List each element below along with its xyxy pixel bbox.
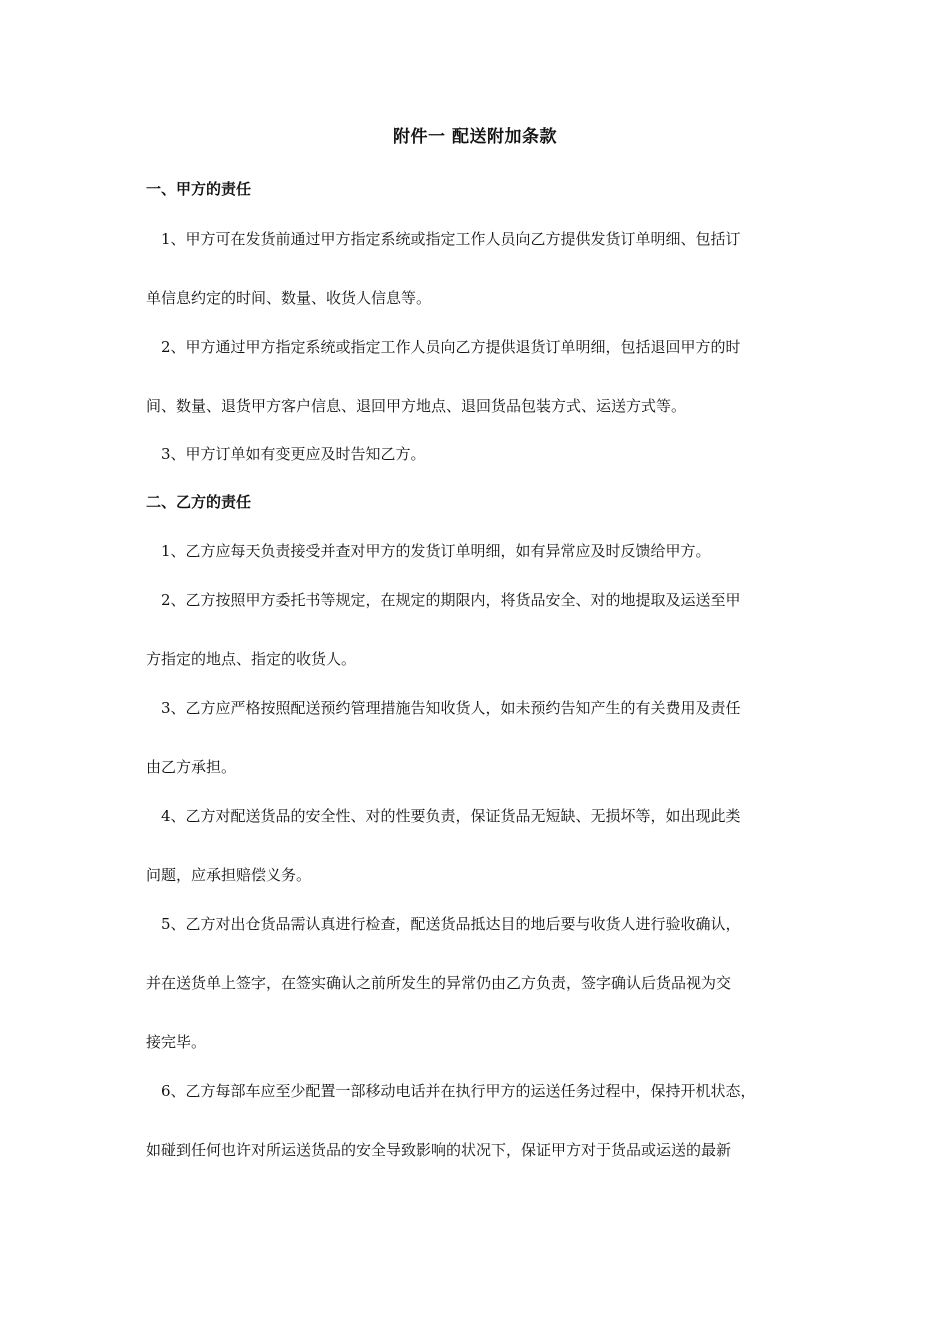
paragraph-line: 单信息约定的时间、数量、收货人信息等。 bbox=[146, 289, 432, 307]
paragraph-line: 并在送货单上签字，在签实确认之前所发生的异常仍由乙方负责，签字确认后货品视为交 bbox=[146, 974, 732, 992]
paragraph-line: 3、甲方订单如有变更应及时告知乙方。 bbox=[161, 445, 426, 463]
section-heading-party-b: 二、乙方的责任 bbox=[146, 493, 252, 511]
paragraph-line: 如碰到任何也许对所运送货品的安全导致影响的状况下，保证甲方对于货品或运送的最新 bbox=[146, 1141, 732, 1159]
section-heading-party-a: 一、甲方的责任 bbox=[146, 180, 252, 198]
paragraph-line: 6、乙方每部车应至少配置一部移动电话并在执行甲方的运送任务过程中，保持开机状态， bbox=[161, 1082, 756, 1100]
paragraph-line: 方指定的地点、指定的收货人。 bbox=[146, 650, 357, 668]
paragraph-line: 接完毕。 bbox=[146, 1033, 207, 1051]
paragraph-line: 3、乙方应严格按照配送预约管理措施告知收货人，如未预约告知产生的有关费用及责任 bbox=[161, 699, 741, 717]
paragraph-line: 2、乙方按照甲方委托书等规定，在规定的期限内，将货品安全、对的地提取及运送至甲 bbox=[161, 591, 741, 609]
document-title: 附件一 配送附加条款 bbox=[393, 127, 557, 147]
paragraph-line: 4、乙方对配送货品的安全性、对的性要负责，保证货品无短缺、无损坏等，如出现此类 bbox=[161, 807, 741, 825]
paragraph-line: 2、甲方通过甲方指定系统或指定工作人员向乙方提供退货订单明细，包括退回甲方的时 bbox=[161, 338, 741, 356]
paragraph-line: 1、甲方可在发货前通过甲方指定系统或指定工作人员向乙方提供发货订单明细、包括订 bbox=[161, 230, 741, 248]
paragraph-line: 由乙方承担。 bbox=[146, 758, 237, 776]
paragraph-line: 问题，应承担赔偿义务。 bbox=[146, 866, 312, 884]
paragraph-line: 间、数量、退货甲方客户信息、退回甲方地点、退回货品包装方式、运送方式等。 bbox=[146, 397, 687, 415]
paragraph-line: 5、乙方对出仓货品需认真进行检查，配送货品抵达目的地后要与收货人进行验收确认， bbox=[161, 915, 741, 933]
paragraph-line: 1、乙方应每天负责接受并查对甲方的发货订单明细，如有异常应及时反馈给甲方。 bbox=[161, 542, 711, 560]
